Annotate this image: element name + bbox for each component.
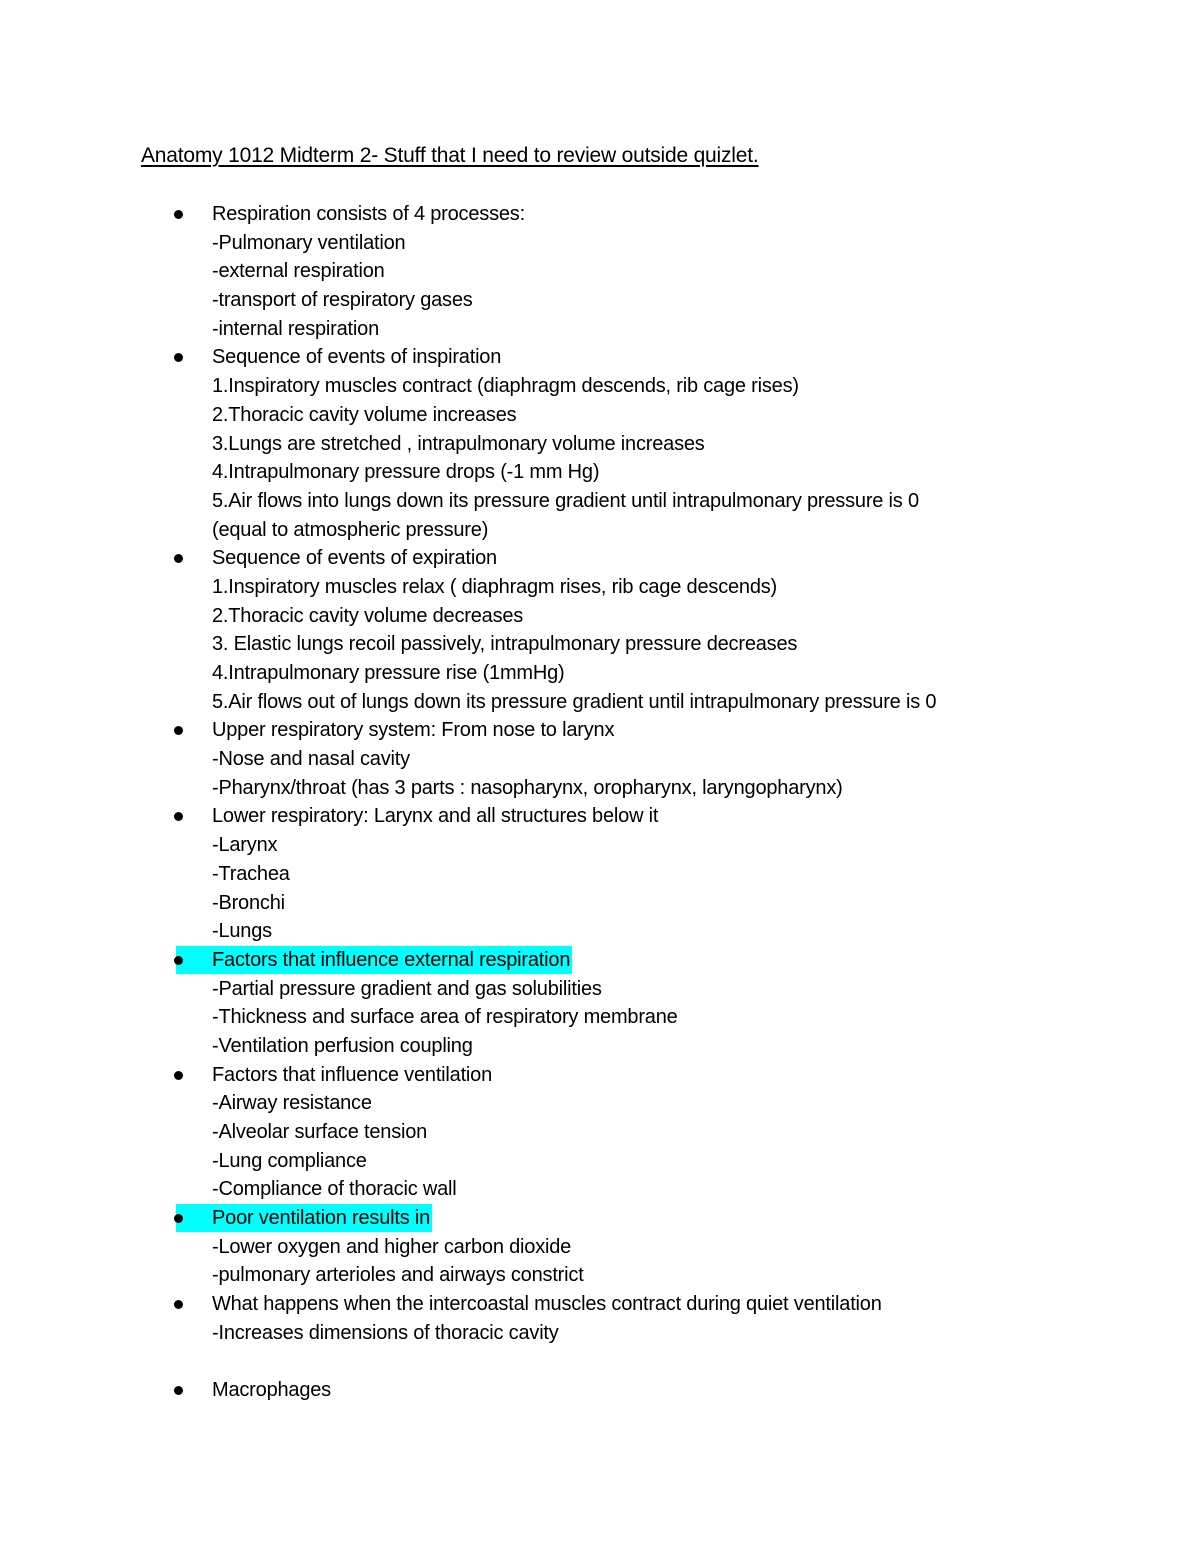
bullet-subline: -Airway resistance <box>212 1092 372 1115</box>
bullet-subline: -Lung compliance <box>212 1149 367 1172</box>
bullet-subline: -Compliance of thoracic wall <box>212 1178 457 1201</box>
bullet-heading: Sequence of events of expiration <box>212 547 497 570</box>
bullet-item <box>0 200 1200 343</box>
bullet-subline: -internal respiration <box>212 317 379 340</box>
bullet-subline: -Larynx <box>212 834 278 857</box>
bullet-item <box>0 946 1200 1061</box>
bullet-dot-icon <box>174 210 183 219</box>
bullet-item <box>0 343 1200 544</box>
bullet-heading: Lower respiratory: Larynx and all structures below it <box>212 805 659 828</box>
bullet-subline: -Bronchi <box>212 891 285 914</box>
bullet-item <box>0 1204 1200 1290</box>
bullet-subline: 5.Air flows into lungs down its pressure gradient until intrapulmonary pressure is 0 <box>212 489 919 512</box>
bullet-dot-icon <box>174 1071 183 1080</box>
page-title: Anatomy 1012 Midterm 2- Stuff that I need to review outside quizlet. <box>141 144 759 167</box>
bullet-subline: -Pulmonary ventilation <box>212 231 406 254</box>
bullet-list <box>0 200 1200 1405</box>
bullet-item <box>0 1376 1200 1405</box>
bullet-subline: -Nose and nasal cavity <box>212 748 410 771</box>
bullet-item <box>0 544 1200 716</box>
bullet-heading: Respiration consists of 4 processes: <box>212 203 525 225</box>
bullet-dot-icon <box>174 956 183 965</box>
bullet-heading: What happens when the intercoastal muscles contract during quiet ventilation <box>212 1293 882 1316</box>
bullet-heading: Macrophages <box>212 1379 331 1402</box>
bullet-item <box>0 1290 1200 1347</box>
bullet-subline: -Lower oxygen and higher carbon dioxide <box>212 1235 572 1258</box>
bullet-subline: 3. Elastic lungs recoil passively, intrapulmonary pressure decreases <box>212 633 798 656</box>
bullet-heading: Upper respiratory system: From nose to larynx <box>212 719 615 742</box>
bullet-heading: Sequence of events of inspiration <box>212 346 502 369</box>
bullet-heading: Poor ventilation results in <box>212 1207 431 1230</box>
bullet-subline: 1.Inspiratory muscles relax ( diaphragm rises, rib cage descends) <box>212 575 778 598</box>
bullet-dot-icon <box>174 1214 183 1223</box>
bullet-subline: 5.Air flows out of lungs down its pressure gradient until intrapulmonary pressure is 0 <box>212 690 937 713</box>
bullet-subline: 4.Intrapulmonary pressure rise (1mmHg) <box>212 662 565 684</box>
bullet-heading: Factors that influence external respiration <box>212 948 571 971</box>
bullet-heading: Factors that influence ventilation <box>212 1063 493 1086</box>
bullet-item <box>0 1061 1200 1204</box>
bullet-subline: -transport of respiratory gases <box>212 289 473 312</box>
bullet-subline: -Ventilation perfusion coupling <box>212 1034 473 1057</box>
bullet-subline: 1.Inspiratory muscles contract (diaphragm descends, rib cage rises) <box>212 375 799 398</box>
bullet-subline: 3.Lungs are stretched , intrapulmonary volume increases <box>212 432 705 455</box>
bullet-subline: -Increases dimensions of thoracic cavity <box>212 1321 559 1344</box>
bullet-subline: -Trachea <box>212 862 290 885</box>
bullet-subline: -Alveolar surface tension <box>212 1121 428 1143</box>
bullet-subline: (equal to atmospheric pressure) <box>212 518 489 541</box>
bullet-subline: -Thickness and surface area of respiratory membrane <box>212 1006 678 1029</box>
bullet-subline: -pulmonary arterioles and airways constrict <box>212 1264 584 1287</box>
bullet-item <box>0 716 1200 802</box>
bullet-subline: -Pharynx/throat (has 3 parts : nasopharynx, oropharynx, laryngopharynx) <box>212 776 843 799</box>
bullet-subline: 4.Intrapulmonary pressure drops (-1 mm Hg) <box>212 461 600 484</box>
bullet-subline: -Partial pressure gradient and gas solubilities <box>212 977 602 1000</box>
bullet-item <box>0 802 1200 945</box>
bullet-subline: 2.Thoracic cavity volume increases <box>212 403 517 426</box>
bullet-subline: -Lungs <box>212 920 272 943</box>
bullet-subline: 2.Thoracic cavity volume decreases <box>212 604 524 627</box>
bullet-subline: -external respiration <box>212 260 385 283</box>
